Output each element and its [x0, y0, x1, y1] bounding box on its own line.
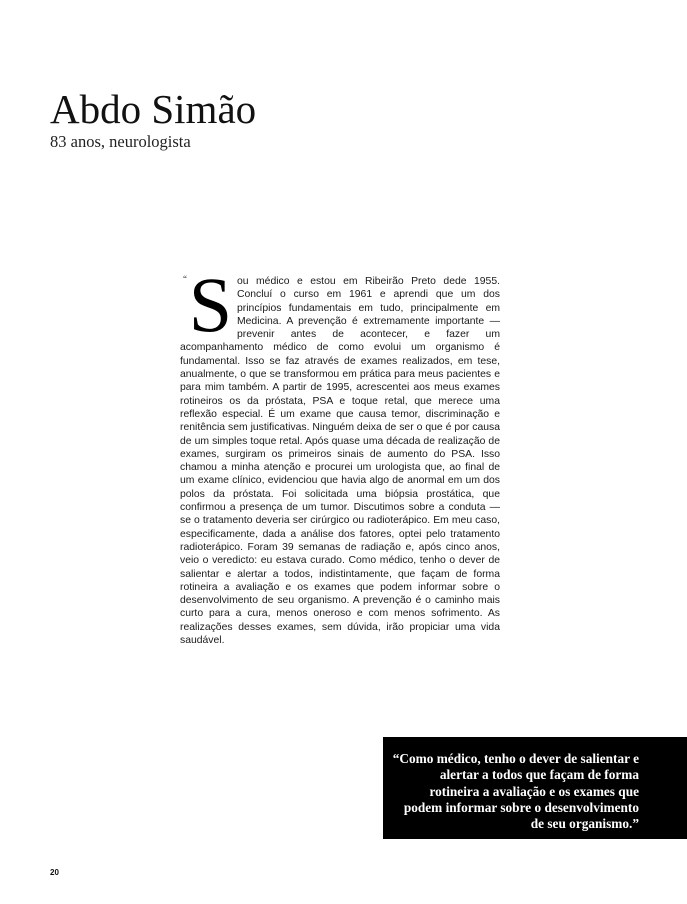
article-body [180, 261, 500, 647]
page-number: 20 [50, 868, 59, 877]
pull-quote-box [383, 737, 687, 839]
pull-quote-text: “Como médico, tenho o dever de salientar e alertar a todos que façam de forma rotineira a avaliação e os exames que podem informar sobre o desenvolvimento de seu organismo.” [392, 751, 639, 832]
page-subtitle: 83 anos, neurologista [50, 132, 191, 151]
drop-cap: S [188, 261, 233, 348]
article-text: ou médico e estou em Ribeirão Preto dede 1955. Concluí o curso em 1961 e aprendi que um dos princípios fundamentais em tudo, principalmente em Medicina. A prevenção é extremamente importante — prevenir antes de acontecer, e fazer um acompanhamento médico de como evolui um organismo é fundamental. Isso se faz através de exames realizados, em tese, anualmente, o que se transformou em prática para meus pacientes e para mim também. A partir de 1995, acrescentei aos meus exames rotineiros os da próstata, PSA e toque retal, que merece uma reflexão especial. É um exame que causa temor, discriminação e renitência sem justificativas. Ninguém deixa de ser o que é por causa de um simples toque retal. Após quase uma década de realização de exames, surgiram os primeiros sinais de aumento do PSA. Isso chamou a minha atenção e procurei um urologista que, ao final de um exame clínico, evidenciou que havia algo de anormal em um dos polos da próstata. Foi solicitada uma biópsia prostática, que confirmou a presença de um tumor. Discutimos sobre a conduta — se o tratamento deveria ser cirúrgico ou radioterápico. Em meu caso, especificamente, dada a análise dos fatores, optei pelo tratamento radioterápico. Foram 39 semanas de radiação e, após cinco anos, veio o veredicto: eu estava curado. Como médico, tenho o dever de salientar e alertar a todos, indistintamente, que façam de forma rotineira a avaliação e os exames que podem informar sobre o desenvolvimento de seu organismo. A prevenção é o caminho mais curto para a cura, menos oneroso e com menos sofrimento. As realizações desses exames, sem dúvida, irão propiciar uma vida saudável. [180, 276, 500, 647]
page-title: Abdo Simão [50, 86, 257, 132]
opening-quote-mark: “ [183, 274, 187, 284]
